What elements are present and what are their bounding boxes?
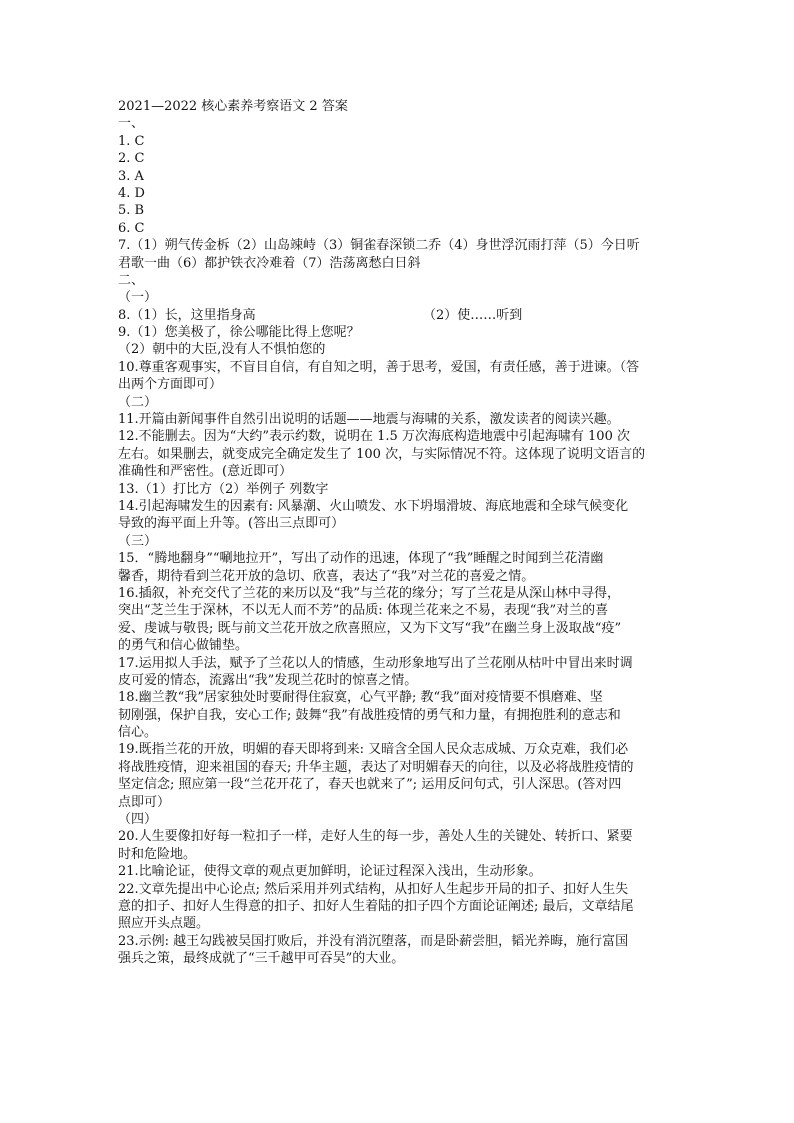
text-line: 5. B bbox=[118, 203, 145, 219]
text-line: 2. C bbox=[118, 151, 145, 167]
text-line: 17.运用拟人手法，赋予了兰花以人的情感，生动形象地写出了兰花刚从枯叶中冒出来时调 bbox=[118, 655, 633, 671]
text-line: 信心。 bbox=[118, 725, 158, 741]
text-line: 22.文章先提出中心论点; 然后采用并列式结构，从扣好人生起步开局的扣子、扣好人生失 bbox=[118, 881, 629, 897]
text-line: 意的扣子、扣好人生得意的扣子、扣好人生着陆的扣子四个方面论证阐述; 最后，文章结尾 bbox=[118, 898, 634, 914]
text-line: 将战胜疫情，迎来祖国的春天; 升华主题，表达了对明媚春天的向往，以及必将战胜疫情的 bbox=[118, 759, 634, 775]
text-line: 韧刚强，保护自我，安心工作; 鼓舞“我”有战胜疫情的勇气和力量，有拥抱胜利的意志和 bbox=[118, 707, 621, 723]
answer-document bbox=[118, 98, 698, 968]
answer-8-part-1: 8.（1）长，这里指身高 bbox=[118, 307, 256, 323]
text-line: （四） bbox=[118, 812, 158, 828]
text-line: 20.人生要像扣好每一粒扣子一样，走好人生的每一步，善处人生的关键处、转折口、紧要 bbox=[118, 829, 633, 845]
text-line: （三） bbox=[118, 533, 158, 549]
text-line: 4. D bbox=[118, 185, 145, 201]
text-line: 坚定信念; 照应第一段“兰花开花了，春天也就来了”; 运用反问句式，引人深思。(答对四 bbox=[118, 777, 622, 793]
text-line: 21.比喻论证，使得文章的观点更加鲜明，论证过程深入浅出，生动形象。 bbox=[118, 864, 542, 880]
doc-title: 2021—2022 核心素养考察语文 2 答案 bbox=[118, 99, 348, 114]
text-line: 3. A bbox=[118, 168, 144, 184]
text-line: （二） bbox=[118, 394, 158, 410]
answer-8-row bbox=[118, 307, 698, 324]
text-line: 照应开头点题。 bbox=[118, 916, 210, 932]
text-line: 1. C bbox=[118, 133, 145, 149]
text-line: 12.不能删去。因为“大约”表示约数，说明在 1.5 万次海底构造地震中引起海啸有 100 次 bbox=[118, 429, 630, 445]
text-line: 16.插叙，补充交代了兰花的来历以及“我”与兰花的缘分；写了兰花是从深山林中寻得， bbox=[118, 585, 620, 601]
text-line: 18.幽兰教“我”居家独处时要耐得住寂寞，心气平静; 教“我”面对疫情要不惧磨难、坚 bbox=[118, 690, 603, 706]
text-line: 6. C bbox=[118, 220, 145, 236]
text-line: 9.（1）您美极了，徐公哪能比得上您呢？ bbox=[118, 325, 360, 341]
answer-8-part-2: （2）使……听到 bbox=[423, 307, 523, 323]
text-line: 10.尊重客观事实，不盲目自信，有自知之明，善于思考，爱国，有责任感，善于进谏。（答 bbox=[118, 359, 640, 375]
text-line: 15．“腾地翻身”“唰地拉开”，写出了动作的迅速，体现了“我”睡醒之时闻到兰花清幽 bbox=[118, 551, 604, 567]
text-line: 左右。如果删去，就变成完全确定发生了 100 次，与实际情况不符。这体现了说明文语言的 bbox=[118, 446, 646, 462]
text-line: （2）朝中的大臣,没有人不惧怕您的 bbox=[118, 342, 326, 358]
text-line: 23.示例: 越王勾践被吴国打败后，并没有消沉堕落，而是卧薪尝胆，韬光养晦，施行富国 bbox=[118, 933, 629, 949]
text-line: 强兵之策，最终成就了“三千越甲可吞吴”的大业。 bbox=[118, 951, 405, 967]
text-line: 准确性和严密性。(意近即可） bbox=[118, 464, 293, 480]
text-line: 突出“芝兰生于深林，不以无人而不芳”的品质: 体现兰花来之不易，表现“我”对兰的喜 bbox=[118, 603, 609, 619]
section-1-block bbox=[118, 115, 698, 306]
text-line: 二、 bbox=[118, 272, 145, 288]
text-line: 皮可爱的情态，流露出“我”发现兰花时的惊喜之情。 bbox=[118, 672, 418, 688]
text-line: 点即可） bbox=[118, 794, 171, 810]
text-line: 7.（1）朔气传金柝（2）山岛竦峙（3）铜雀春深锁二乔（4）身世浮沉雨打萍（5）今日听 bbox=[118, 238, 640, 254]
text-line: 的勇气和信心做铺垫。 bbox=[118, 638, 249, 654]
text-line: 导致的海平面上升等。(答出三点即可） bbox=[118, 516, 345, 532]
text-line: 11.开篇由新闻事件自然引出说明的话题——地震与海啸的关系，激发读者的阅读兴趣。 bbox=[118, 412, 620, 428]
text-line: 君歌一曲（6）都护铁衣冷难着（7）浩荡离愁白日斜 bbox=[118, 255, 421, 271]
text-line: 14.引起海啸发生的因素有: 风暴潮、火山喷发、水下坍塌滑坡、海底地震和全球气候变化 bbox=[118, 498, 629, 514]
text-line: 馨香，期待看到兰花开放的急切、欣喜，表达了“我”对兰花的喜爱之情。 bbox=[118, 568, 535, 584]
text-line: 时和危险地。 bbox=[118, 846, 197, 862]
text-line: 19.既指兰花的开放，明媚的春天即将到来: 又暗含全国人民众志成城、万众克难，我们必 bbox=[118, 742, 629, 758]
text-line: （一） bbox=[118, 290, 158, 306]
text-line: 13.（1）打比方（2）举例子 列数字 bbox=[118, 481, 329, 497]
text-line: 一、 bbox=[118, 116, 145, 132]
text-line: 出两个方面即可） bbox=[118, 377, 223, 393]
remaining-answers bbox=[118, 324, 698, 967]
text-line: 爱、虔诚与敬畏; 既与前文兰花开放之欣喜照应，又为下文写“我”在幽兰身上汲取战“疫” bbox=[118, 620, 622, 636]
